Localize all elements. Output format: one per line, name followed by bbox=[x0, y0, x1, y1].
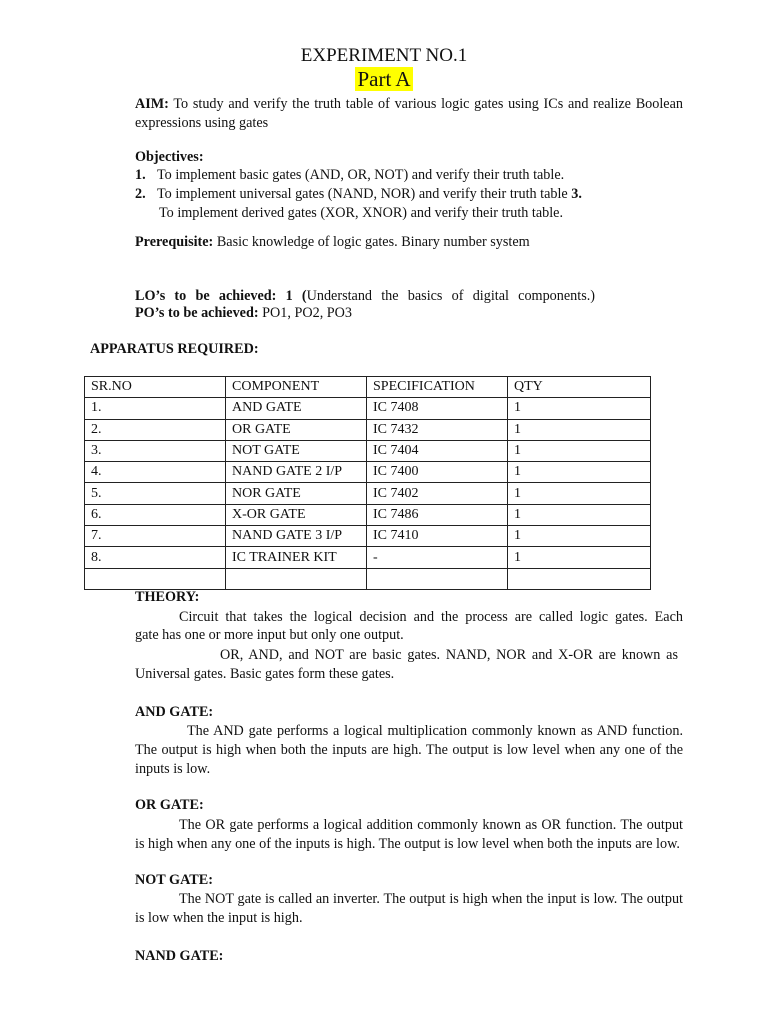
theory-line-4: Universal gates. Basic gates form these gates. bbox=[135, 666, 395, 682]
objective-item-2 bbox=[135, 185, 582, 204]
table-cell: 1 bbox=[508, 398, 651, 419]
los-text: Understand the basics of digital components.) bbox=[306, 288, 595, 304]
table-cell: 5. bbox=[85, 483, 226, 504]
table-cell: 1 bbox=[508, 440, 651, 461]
objective-text: To implement universal gates (NAND, NOR) and verify their truth table bbox=[157, 186, 568, 202]
table-cell: IC 7400 bbox=[367, 462, 508, 483]
and-gate-text: The AND gate performs a logical multiplication commonly known as AND function. The output is high when both the inputs are high. The output is low level when any one of the inputs is low. bbox=[135, 723, 683, 777]
table-cell: 1 bbox=[508, 504, 651, 525]
pos-line bbox=[135, 304, 352, 323]
part-label-text: Part A bbox=[357, 67, 411, 91]
header-cell: QTY bbox=[508, 377, 651, 398]
table-cell: IC 7404 bbox=[367, 440, 508, 461]
table-header-row bbox=[85, 377, 651, 398]
table-cell: 8. bbox=[85, 547, 226, 568]
table-cell: IC 7402 bbox=[367, 483, 508, 504]
part-label bbox=[0, 67, 768, 92]
table-cell: NAND GATE 3 I/P bbox=[226, 526, 367, 547]
table-row bbox=[85, 504, 651, 525]
theory-line-2: gate has one or more input but only one output. bbox=[135, 627, 404, 643]
table-cell: X-OR GATE bbox=[226, 504, 367, 525]
table-cell bbox=[226, 568, 367, 589]
table-cell bbox=[85, 568, 226, 589]
objective-text: To implement basic gates (AND, OR, NOT) and verify their truth table. bbox=[157, 167, 565, 183]
or-gate-heading: OR GATE: bbox=[135, 797, 204, 813]
objective-item-3 bbox=[159, 204, 563, 223]
objectives-heading: Objectives: bbox=[135, 149, 204, 165]
nand-gate-heading: NAND GATE: bbox=[135, 948, 224, 964]
table-cell: 1 bbox=[508, 462, 651, 483]
table-row bbox=[85, 440, 651, 461]
table-cell: IC 7432 bbox=[367, 419, 508, 440]
objective-text: To implement derived gates (XOR, XNOR) and verify their truth table. bbox=[159, 205, 564, 221]
los-label: LO’s to be achieved: 1 ( bbox=[135, 288, 307, 304]
table-row bbox=[85, 419, 651, 440]
objective-number: 2. bbox=[135, 186, 146, 202]
table-cell: IC 7410 bbox=[367, 526, 508, 547]
apparatus-heading: APPARATUS REQUIRED: bbox=[90, 341, 259, 357]
table-cell: - bbox=[367, 547, 508, 568]
pos-label: PO’s to be achieved: bbox=[135, 305, 259, 321]
table-row bbox=[85, 568, 651, 589]
header-cell: COMPONENT bbox=[226, 377, 367, 398]
table-cell bbox=[367, 568, 508, 589]
table-cell: AND GATE bbox=[226, 398, 367, 419]
table-row bbox=[85, 398, 651, 419]
theory-heading: THEORY: bbox=[135, 589, 200, 605]
or-gate-text: The OR gate performs a logical addition commonly known as OR function. The output is high when any one of the inputs is high. The output is low level when both the inputs are low. bbox=[135, 817, 683, 852]
table-cell: 6. bbox=[85, 504, 226, 525]
table-cell: 3. bbox=[85, 440, 226, 461]
aim-label: AIM: bbox=[135, 96, 169, 112]
prerequisite-line bbox=[135, 233, 530, 252]
objective-item-1 bbox=[135, 166, 564, 185]
table-row bbox=[85, 483, 651, 504]
prerequisite-text: Basic knowledge of logic gates. Binary number system bbox=[216, 234, 530, 250]
table-row bbox=[85, 547, 651, 568]
table-cell: NAND GATE 2 I/P bbox=[226, 462, 367, 483]
theory-line-3: OR, AND, and NOT are basic gates. NAND, NOR and X-OR are known as bbox=[220, 647, 678, 663]
prerequisite-label: Prerequisite: bbox=[135, 234, 214, 250]
table-cell: 1 bbox=[508, 483, 651, 504]
table-cell: 1. bbox=[85, 398, 226, 419]
table-cell: 2. bbox=[85, 419, 226, 440]
table-cell: IC TRAINER KIT bbox=[226, 547, 367, 568]
header-cell: SPECIFICATION bbox=[367, 377, 508, 398]
not-gate-heading: NOT GATE: bbox=[135, 872, 213, 888]
objective-number: 1. bbox=[135, 167, 146, 183]
theory-line-1: Circuit that takes the logical decision and the process are called logic gates. Each bbox=[179, 609, 683, 625]
aim-paragraph bbox=[135, 95, 683, 133]
table-row bbox=[85, 526, 651, 547]
table-cell: 7. bbox=[85, 526, 226, 547]
table-cell: 1 bbox=[508, 526, 651, 547]
table-cell: 1 bbox=[508, 419, 651, 440]
experiment-title: EXPERIMENT NO.1 bbox=[300, 45, 468, 66]
table-cell: NOT GATE bbox=[226, 440, 367, 461]
table-cell bbox=[508, 568, 651, 589]
apparatus-table bbox=[84, 376, 651, 590]
table-cell: 4. bbox=[85, 462, 226, 483]
objective-suffix: 3. bbox=[571, 186, 582, 202]
table-cell: 1 bbox=[508, 547, 651, 568]
table-cell: OR GATE bbox=[226, 419, 367, 440]
header-cell: SR.NO bbox=[85, 377, 226, 398]
table-cell: IC 7408 bbox=[367, 398, 508, 419]
table-row bbox=[85, 462, 651, 483]
aim-text: To study and verify the truth table of various logic gates using ICs and realize Boolean expressions using gates bbox=[135, 96, 683, 131]
and-gate-heading: AND GATE: bbox=[135, 704, 214, 720]
table-cell: NOR GATE bbox=[226, 483, 367, 504]
table-cell: IC 7486 bbox=[367, 504, 508, 525]
not-gate-text: The NOT gate is called an inverter. The output is high when the input is low. The output is low when the input is high. bbox=[135, 891, 683, 926]
pos-text: PO1, PO2, PO3 bbox=[262, 305, 353, 321]
